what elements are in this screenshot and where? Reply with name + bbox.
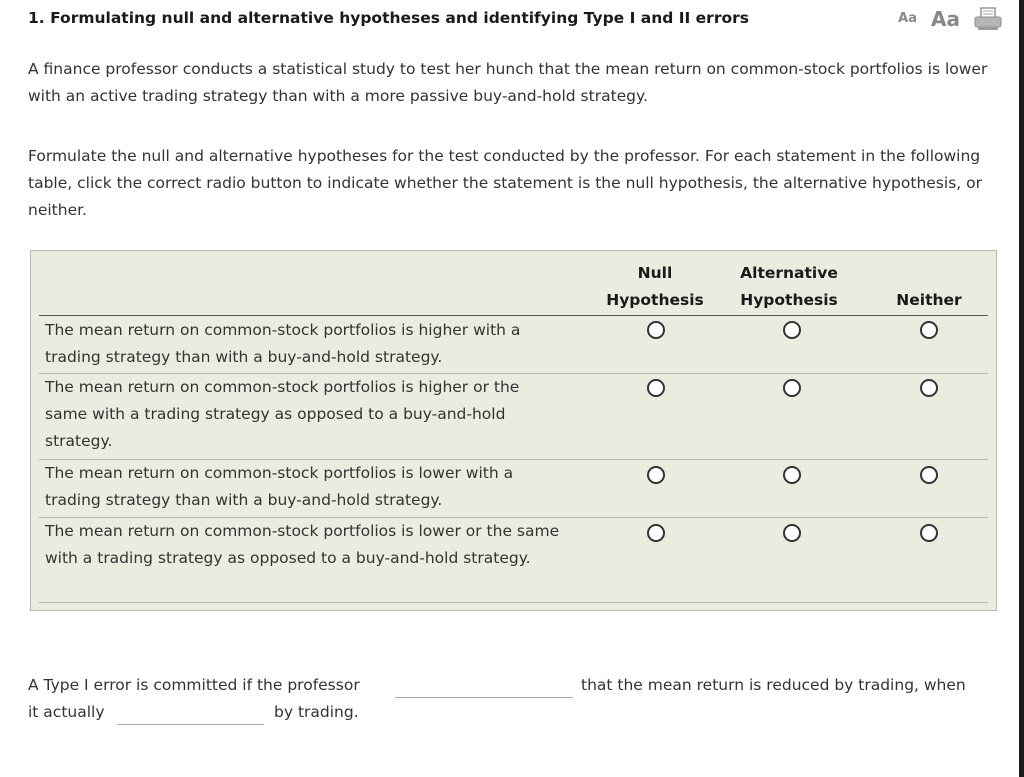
hypothesis-table (30, 250, 997, 611)
instructions-paragraph: Formulate the null and alternative hypotheses for the test conducted by the professor. For each statement in the following table, click the correct radio button to indicate whether the statement is the null hypothesis, the alternative hypothesis, or neither. (28, 147, 982, 219)
row2-neither-radio[interactable] (920, 379, 938, 397)
row2-null-radio[interactable] (647, 379, 665, 397)
row3-neither-radio[interactable] (920, 466, 938, 484)
type1-decision-dropdown[interactable] (395, 697, 573, 698)
row4-alternative-radio[interactable] (783, 524, 801, 542)
print-icon[interactable] (974, 7, 1002, 31)
row4-neither-radio[interactable] (920, 524, 938, 542)
toolbar (898, 6, 1002, 32)
question-number: 1. (28, 9, 45, 27)
row1-null-radio[interactable] (647, 321, 665, 339)
table-row (39, 518, 988, 603)
window-edge (1019, 0, 1024, 777)
row-statement: The mean return on common-stock portfolios is lower or the same with a trading strategy as opposed to a buy-and-hold strategy. (45, 522, 560, 567)
row3-null-radio[interactable] (647, 466, 665, 484)
header-alt-line2: Hypothesis (740, 291, 838, 309)
header-alternative-hypothesis (727, 260, 851, 314)
row1-alternative-radio[interactable] (783, 321, 801, 339)
type-error-part4: by trading. (274, 703, 359, 721)
row-statement: The mean return on common-stock portfolios is lower with a trading strategy than with a buy-and-hold strategy. (45, 464, 514, 509)
decrease-font-button[interactable]: Aa (898, 11, 918, 26)
row2-alternative-radio[interactable] (783, 379, 801, 397)
row1-neither-radio[interactable] (920, 321, 938, 339)
table-row (39, 317, 988, 374)
row3-alternative-radio[interactable] (783, 466, 801, 484)
question-title-text: Formulating null and alternative hypotheses and identifying Type I and II errors (50, 9, 749, 27)
question-title (28, 9, 749, 27)
table-row (39, 460, 988, 518)
header-null-line1: Null (637, 264, 673, 282)
header-null-hypothesis (593, 260, 717, 314)
type1-reality-dropdown[interactable] (117, 724, 264, 725)
type-error-part3: it actually (28, 703, 105, 721)
intro-paragraph: A finance professor conducts a statistical study to test her hunch that the mean return on common-stock portfolios is lower with an active trading strategy than with a more passive buy-and-hold strategy. (28, 60, 988, 105)
type-error-part2: that the mean return is reduced by trading, when (581, 676, 966, 694)
increase-font-button[interactable]: Aa (931, 7, 960, 31)
row-statement: The mean return on common-stock portfolios is higher with a trading strategy than with a buy-and-hold strategy. (45, 321, 521, 366)
type-error-part1: A Type I error is committed if the professor (28, 676, 360, 694)
header-divider (39, 315, 988, 316)
header-neither: Neither (896, 291, 962, 309)
header-null-line2: Hypothesis (606, 291, 704, 309)
row-statement: The mean return on common-stock portfolios is higher or the same with a trading strategy as opposed to a buy-and-hold strategy. (45, 378, 520, 450)
table-row (39, 374, 988, 460)
row4-null-radio[interactable] (647, 524, 665, 542)
header-alt-line1: Alternative (740, 264, 838, 282)
